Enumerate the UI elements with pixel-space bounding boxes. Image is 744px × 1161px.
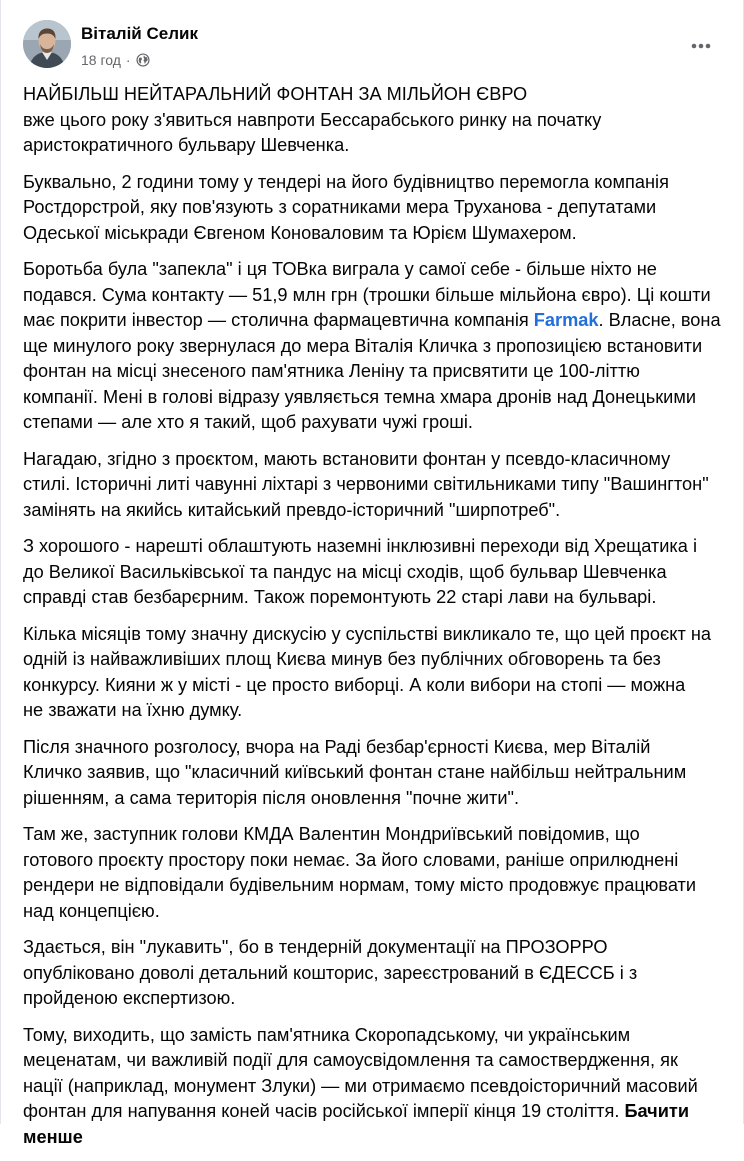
- text-line: до Великої Васильківської та пандус на місці сходів, щоб бульвар Шевченка: [23, 561, 667, 582]
- text-line: рендери не відповідали будівельним нормам, тому місто продовжує працювати: [23, 875, 697, 895]
- text-line: вже цього року з'явиться навпроти Бессарабського ринку на початку: [23, 109, 602, 130]
- meta-separator: ·: [125, 52, 131, 68]
- see-less-label-part2: менше: [23, 1126, 83, 1147]
- post-paragraph: [23, 447, 725, 524]
- more-options-icon: [691, 43, 711, 49]
- text-line: Нагадаю, згідно з проєктом, мають встановити фонтан у псевдо-класичному: [23, 448, 671, 469]
- text-line: рішенням, а сама територія після оновлення "почне жити".: [23, 787, 520, 808]
- text-line: стилі. Історичні литі чавунні ліхтарі з червоними світильниками типу "Вашингтон": [23, 474, 709, 494]
- text-line: Там же, заступник голови КМДА Валентин Мондриївський повідомив, що: [23, 824, 640, 844]
- text-line: аристократичного бульвару Шевченка.: [23, 135, 350, 155]
- post-text: [23, 82, 725, 1161]
- see-less-label-part1: Бачити: [624, 1101, 689, 1121]
- text-line: меценатам, чи важливій події для самоусвідомлення та самоствердження, як: [23, 1050, 678, 1070]
- post-meta: [81, 51, 150, 69]
- author-avatar[interactable]: [23, 20, 71, 68]
- farmak-page-link[interactable]: Farmak: [533, 310, 599, 330]
- text-line: пройденою експертизою.: [23, 988, 236, 1008]
- post-paragraph: [23, 257, 725, 436]
- text-line: ще минулого року звернулася до мера Віталія Кличка з пропозицією встановити: [23, 335, 703, 356]
- text-line: має покрити інвестор — столична фармацевтична компанія: [23, 310, 534, 330]
- text-line: Буквально, 2 години тому у тендері на його будівництво перемогла компанія: [23, 171, 669, 192]
- text-line: готового проєкту простору поки немає. За його словами, раніше оприлюднені: [23, 849, 679, 870]
- text-line: Ростдорстрой, яку пов'язують з соратниками мера Труханова - депутатами: [23, 197, 657, 217]
- post-header: [23, 20, 723, 72]
- avatar-photo-icon: [23, 20, 71, 68]
- text-line: Кличко заявив, що "класичний київський фонтан стане найбільш нейтральним: [23, 762, 687, 782]
- text-line: над концепцією.: [23, 900, 160, 921]
- post-paragraph: [23, 735, 725, 812]
- post-paragraph: [23, 822, 725, 924]
- post-paragraph: [23, 170, 725, 247]
- post-timestamp[interactable]: 18 год: [81, 52, 121, 68]
- text-line: Тому, виходить, що замість пам'ятника Скоропадському, чи українським: [23, 1024, 631, 1045]
- post-paragraph: [23, 1023, 725, 1151]
- text-line: замінять на якийсь китайський превдо-історичний "ширпотреб".: [23, 499, 561, 520]
- text-line: Боротьба була "запекла" і ця ТОВка виграла у самої себе - більше ніхто не: [23, 259, 657, 279]
- text-line: компанії. Мені в голові відразу уявляється темна хмара дронів над Донецькими: [23, 386, 696, 407]
- post-paragraph: [23, 622, 725, 724]
- text-line: Здається, він "лукавить", бо в тендерній документації на ПРОЗОРРО: [23, 937, 608, 957]
- text-line: нації (наприклад, монумент Злуки) — ми отримаємо псевдоісторичний масовий: [23, 1075, 698, 1096]
- text-line: Кілька місяців тому значну дискусію у суспільстві викликало те, що цей проєкт на: [23, 623, 711, 644]
- text-line: фонтан на місці знесеного пам'ятника Леніну та присвятити це 100-літтю: [23, 361, 640, 381]
- text-line: конкурсу. Кияни ж у місті - це просто виборці. А коли вибори на стопі — можна: [23, 674, 686, 695]
- text-line: справді став безбарєрним. Також поремонтують 22 старі лави на бульварі.: [23, 587, 657, 607]
- post-paragraph: [23, 534, 725, 611]
- text-line: З хорошого - нарешті облаштують наземні інклюзивні переходи від Хрещатика і: [23, 536, 697, 556]
- text-line: . Власне, вона: [598, 310, 721, 330]
- post-paragraph: [23, 82, 725, 159]
- text-line: опубліковано доволі детальний кошторис, зареєстрований в ЄДЕССБ і з: [23, 962, 638, 983]
- text-line: фонтан для напування коней часів російської імперії кінця 19 століття.: [23, 1101, 625, 1121]
- post-paragraph: [23, 935, 725, 1012]
- text-line: одній із найважливіших площ Києва минув без публічних обговорень та без: [23, 649, 661, 669]
- text-line: степами — але хто я такий, щоб рахувати чужі гроші.: [23, 412, 473, 432]
- text-line: не зважати на їхню думку.: [23, 700, 243, 720]
- more-options-button[interactable]: [683, 28, 719, 64]
- text-line: Одеської міськради Євгеном Коноваловим та Юрієм Шумахером.: [23, 222, 577, 243]
- globe-icon: [136, 53, 150, 67]
- post-headline: НАЙБІЛЬШ НЕЙТАРАЛЬНИЙ ФОНТАН ЗА МІЛЬЙОН ЄВРО: [23, 84, 528, 104]
- text-line: Після значного розголосу, вчора на Раді безбар'єрності Києва, мер Віталій: [23, 736, 651, 757]
- text-line: подався. Сума контакту — 51,9 млн грн (трошки більше мільйона євро). Ці кошти: [23, 284, 711, 305]
- author-name[interactable]: Віталій Селик: [81, 24, 198, 43]
